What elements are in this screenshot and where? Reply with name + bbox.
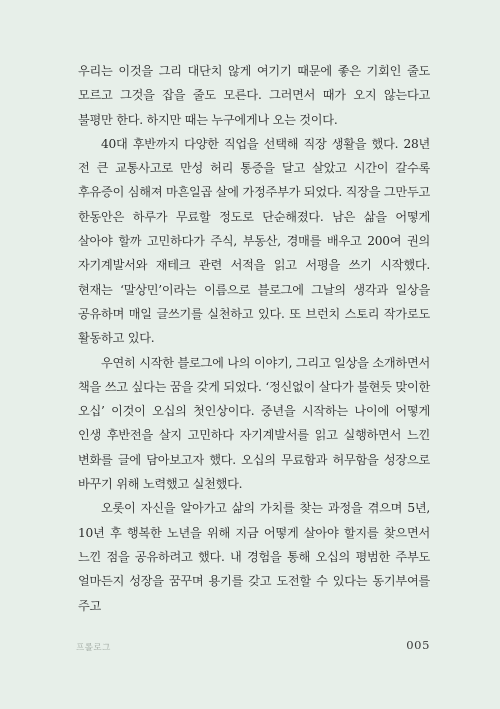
body-paragraph: 우연히 시작한 블로그에 나의 이야기, 그리고 일상을 소개하면서 책을 쓰고 싶다는 꿈을 갖게 되었다. ‘정신없이 살다가 불현듯 맞이한 오십’ 이것이 오십의 첫인상이다. 중년을 시작하는 나이에 어떻게 인생 후반전을 살지 고민하다 자기계발서를 읽고 실행하면서 느낀 변화를 글에 담아보고자 했다. 오십의 무료함과 허무함을 성장으로 바꾸기 위해 노력했고 실천했다. [78, 355, 430, 492]
body-paragraph: 오롯이 자신을 알아가고 삶의 가치를 찾는 과정을 겪으며 5년, 10년 후 행복한 노년을 위해 지금 어떻게 살아야 할지를 찾으면서 느낀 점을 공유하려고 했다. 내 경험을 통해 오십의 평범한 주부도 얼마든지 성장을 꿈꾸며 용기를 갖고 도전할 수 있다는 동기부여를 주고 [78, 501, 430, 613]
body-paragraph: 40대 후반까지 다양한 직업을 선택해 직장 생활을 했다. 28년 전 큰 교통사고로 만성 허리 통증을 달고 살았고 시간이 갈수록 후유증이 심해져 마흔일곱 살에 가정주부가 되었다. 직장을 그만두고 한동안은 하루가 무료할 정도로 단순해졌다. 남은 삶을 어떻게 살아야 할까 고민하다가 주식, 부동산, 경매를 배우고 200여 권의 자기계발서와 재테크 관련 서적을 읽고 서평을 쓰기 시작했다. 현재는 ‘말상민’이라는 이름으로 블로그에 그날의 생각과 일상을 공유하며 매일 글쓰기를 실천하고 있다. 또 브런치 스토리 작가로도 활동하고 있다. [78, 136, 430, 346]
page-body [78, 59, 430, 618]
body-paragraph: 우리는 이것을 그리 대단치 않게 여기기 때문에 좋은 기회인 줄도 모르고 그것을 잡을 줄도 모른다. 그러면서 때가 오지 않는다고 불평만 한다. 하지만 때는 누구에게나 오는 것이다. [78, 64, 430, 127]
page-number: 005 [406, 638, 430, 652]
running-footer-title: 프롤로그 [76, 643, 111, 653]
